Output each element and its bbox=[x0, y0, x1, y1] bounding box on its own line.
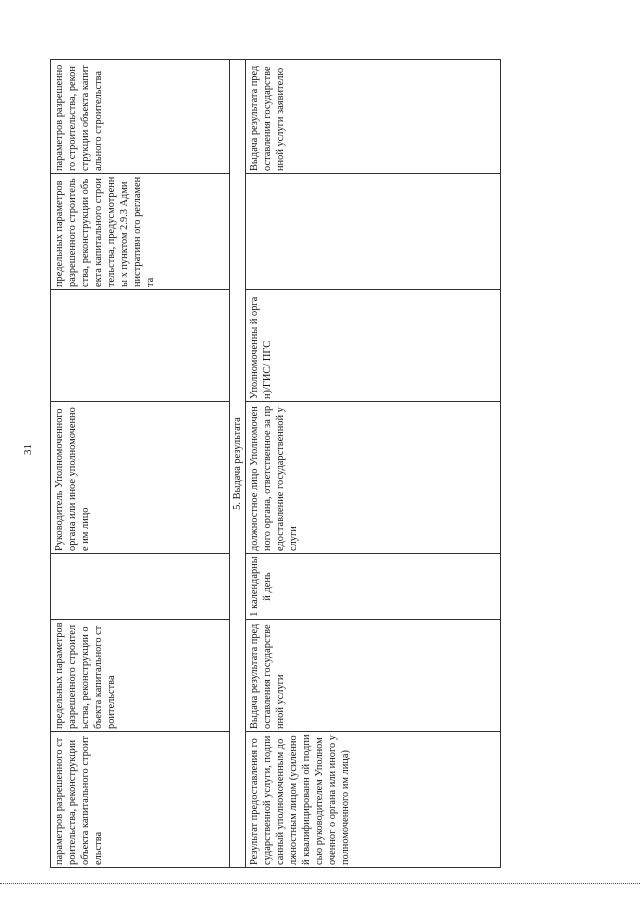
cell-r2-c5: Уполномоченны й орган)/ГИС/ ПГС bbox=[246, 290, 501, 402]
cell-r1-c6: предельных параметров разрешенного строительства, реконструкции объекта капитального строительства, предусмотренны х пунктом 2.9.3 Административн ого регламента bbox=[51, 174, 230, 290]
cell-r1-c7: параметров разрешенного строительства, реконструкции объекта капитального строительства bbox=[51, 60, 230, 174]
cell-r2-c1: Результат предоставления государственной услуги, подписанный уполномоченным должностным лицом (усиленной квалифицированн ой подписью руководителем Уполномоченног о органа или иного уполномоченного им лица) bbox=[246, 732, 501, 868]
cell-r2-c4: должностное лицо Уполномоченного органа, ответственное за предоставление государственной услуги bbox=[246, 402, 501, 554]
cell-r1-c2: предельных параметров разрешенного строительства, реконструкции объекта капитального строительства bbox=[51, 620, 230, 732]
cell-r1-c4: Руководитель Уполномоченного органа или иное уполномоченное им лицо bbox=[51, 402, 230, 554]
cell-r2-c7: Выдача результата предоставления государственной услуги заявителю bbox=[246, 60, 501, 174]
cell-r2-c3: 1 календарный день bbox=[246, 554, 501, 620]
section-title: 5. Выдача результата bbox=[230, 60, 246, 868]
cell-r1-c5 bbox=[51, 290, 230, 402]
section-row bbox=[230, 60, 246, 868]
cell-r2-c6 bbox=[246, 174, 501, 290]
cell-r1-c3 bbox=[51, 554, 230, 620]
cell-r2-c2: Выдача результата предоставления государственной услуги bbox=[246, 620, 501, 732]
rotated-table-container bbox=[50, 60, 510, 868]
scan-edge-line bbox=[0, 883, 640, 884]
cell-r1-c1: параметров разрешенного строительства, реконструкции объекта капитального строительства bbox=[51, 732, 230, 868]
table-row bbox=[246, 60, 501, 868]
page-number: 31 bbox=[22, 444, 34, 455]
table-row bbox=[51, 60, 230, 868]
procedure-table bbox=[50, 59, 501, 868]
